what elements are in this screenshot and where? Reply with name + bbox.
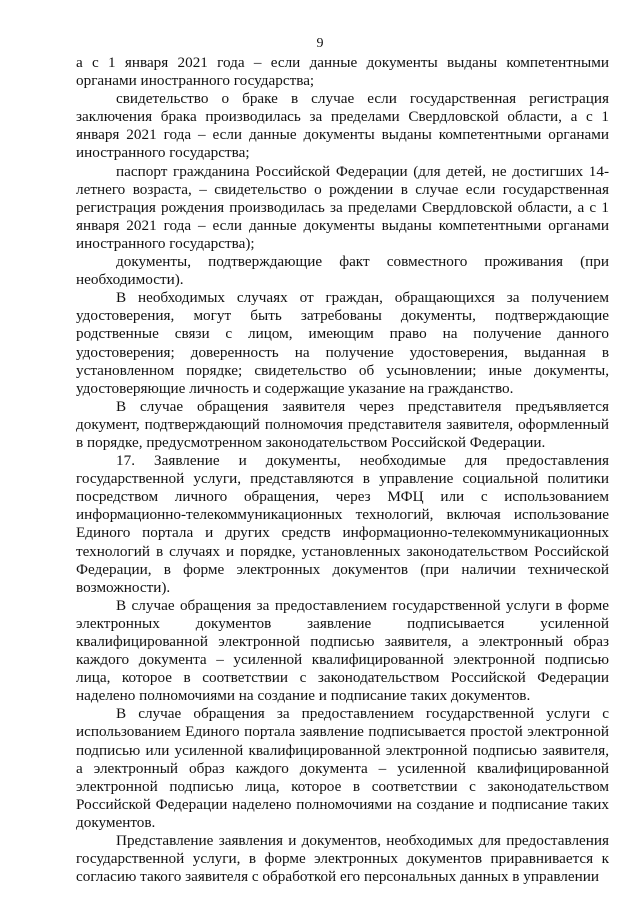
paragraph-unified-portal: В случае обращения за предоставлением государственной услуги с использованием Единого портала заявление подписывается простой электронной подписью или усиленной квалифицированной электронной подписью заявителя, а электронный образ каждого документа – усиленной квалифицированной электронной подписью лица, которое в соответствии с законодательством Российской Федерации наделено полномочиями на создание и подписание таких документов. — [76, 705, 609, 831]
paragraph-additional-documents: В необходимых случаях от граждан, обращающихся за получением удостоверения, могут быть затребованы документы, подтверждающие родственные связи с лицом, имеющим право на получение данного удостоверения; доверенность на получение удостоверения, выданная в установленном порядке; свидетельство об усыновлении; иные документы, удостоверяющие личность и содержащие указание на гражданство. — [76, 289, 609, 397]
paragraph-marriage-certificate: свидетельство о браке в случае если государственная регистрация заключения брака производилась за пределами Свердловской области, а с 1 января 2021 года – если данные документы выданы компетентными органами иностранного государства; — [76, 90, 609, 162]
paragraph-cohabitation-documents: документы, подтверждающие факт совместного проживания (при необходимости). — [76, 253, 609, 289]
document-body — [76, 54, 609, 886]
page-number: 9 — [316, 36, 324, 51]
paragraph-representative: В случае обращения заявителя через представителя предъявляется документ, подтверждающий полномочия представителя заявителя, оформленный в порядке, предусмотренном законодательством Российской Федерации. — [76, 397, 609, 451]
paragraph-item-17: 17. Заявление и документы, необходимые для предоставления государственной услуги, представляются в управление социальной политики посредством личного обращения, через МФЦ или с использованием информационно-телекоммуникационных технологий, включая использование Единого портала и других средств информационно-телекоммуникационных технологий в случаях и порядке, установленных законодательством Российской Федерации, в форме электронных документов (при наличии технической возможности). — [76, 452, 609, 596]
paragraph-electronic-documents: В случае обращения за предоставлением государственной услуги в форме электронных документов заявление подписывается усиленной квалифицированной электронной подписью заявителя, а электронный образ каждого документа – усиленной квалифицированной электронной подписью лица, которое в соответствии с законодательством Российской Федерации наделено полномочиями на создание и подписание таких документов. — [76, 596, 609, 705]
paragraph-passport: паспорт гражданина Российской Федерации (для детей, не достигших 14-летнего возраста, – свидетельство о рождении в случае если государственная регистрация рождения производилась за пределами Свердловской области, а с 1 января 2021 года – если данные документы выданы компетентными органами иностранного государства); — [76, 162, 609, 252]
paragraph-personal-data-consent: Представление заявления и документов, необходимых для предоставления государственной услуги, в форме электронных документов приравнивается к согласию такого заявителя с обработкой его персональных данных в управлении — [76, 832, 609, 886]
paragraph-continuation: а с 1 января 2021 года – если данные документы выданы компетентными органами иностранного государства; — [76, 54, 609, 90]
